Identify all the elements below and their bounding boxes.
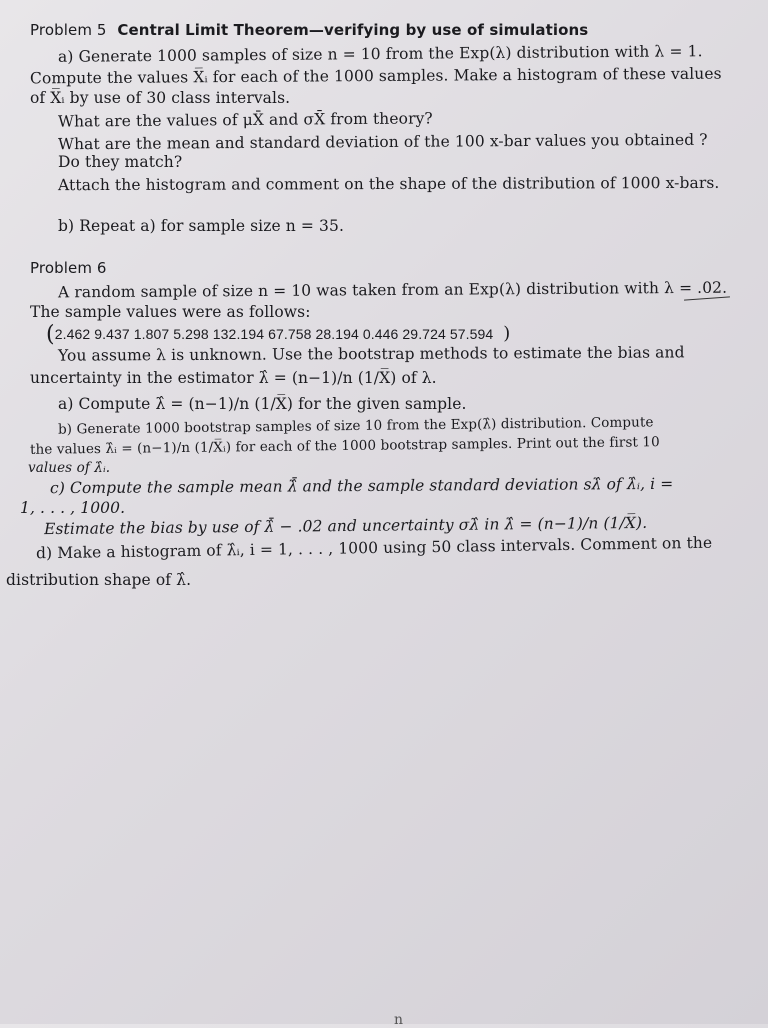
p5-part-b: b) Repeat a) for sample size n = 35. — [58, 217, 344, 235]
p5-line-match: Do they match? — [58, 153, 183, 171]
p6-part-a: a) Compute λ̂ = (n−1)/n (1/X̅) for the given sample. — [58, 395, 467, 413]
p6-part-d-line2: distribution shape of λ̂. — [6, 571, 192, 589]
p5-line-compute: Compute the values X̅ᵢ for each of the 1000 samples. Make a histogram of these values — [29, 64, 722, 88]
p5-line-theory: What are the values of μX̄ and σX̄ from theory? — [57, 109, 433, 131]
p6-line-sample-values: The sample values were as follows: — [30, 303, 311, 321]
p6-sample-values-row — [46, 322, 511, 347]
p6-part-c-line1: c) Compute the sample mean λ̂̄ and the sample standard deviation sλ̂ of λ̂ᵢ, i = — [49, 474, 674, 498]
p5-line-a: a) Generate 1000 samples of size n = 10 from the Exp(λ) distribution with λ = 1. — [57, 42, 703, 66]
problem-5-title: Central Limit Theorem—verifying by use of simulations — [117, 21, 589, 39]
sample-values: 2.462 9.437 1.807 5.298 132.194 67.758 28.194 0.446 29.724 57.594 — [54, 326, 494, 342]
p5-line-mean-sd: What are the mean and standard deviation of the 100 x-bar values you obtained ? — [57, 130, 708, 154]
problem-6-label: Problem 6 — [30, 259, 107, 277]
p6-line-estimator: uncertainty in the estimator λ̂ = (n−1)/n (1/X̅) of λ. — [30, 369, 437, 387]
problem-5-label: Problem 5 — [30, 21, 107, 39]
page-footer-mark: n — [394, 1012, 404, 1028]
p5-line-attach: Attach the histogram and comment on the shape of the distribution of 1000 x-bars. — [57, 173, 720, 195]
p6-part-b-line1: b) Generate 1000 bootstrap samples of size 10 from the Exp(λ̂) distribution. Compute — [57, 414, 654, 438]
problem-5-heading — [30, 20, 588, 40]
p6-part-c-line3: Estimate the bias by use of λ̂̄ − .02 and uncertainty σλ̂ in λ̂ = (n−1)/n (1/X̅). — [43, 513, 648, 539]
p6-part-b-line3: values of λ̂ᵢ. — [28, 460, 111, 476]
pen-right-paren: ) — [503, 323, 511, 344]
p6-part-d-line1: d) Make a histogram of λ̂ᵢ, i = 1, . . . , 1000 using 50 class intervals. Comment on the — [35, 533, 713, 563]
pen-left-paren: ( — [46, 322, 55, 347]
p5-line-class-intervals: of X̅ᵢ by use of 30 class intervals. — [30, 89, 291, 107]
p6-line-assume: You assume λ is unknown. Use the bootstrap methods to estimate the bias and — [57, 343, 685, 365]
p6-part-b-line2: the values λ̂ᵢ = (n−1)/n (1/X̅ᵢ) for each of the 1000 bootstrap samples. Print out the first 10 — [29, 434, 660, 458]
p6-line-random-sample: A random sample of size n = 10 was taken from an Exp(λ) distribution with λ = .02. — [57, 278, 728, 302]
p6-part-c-line2: 1, . . . , 1000. — [20, 499, 126, 517]
